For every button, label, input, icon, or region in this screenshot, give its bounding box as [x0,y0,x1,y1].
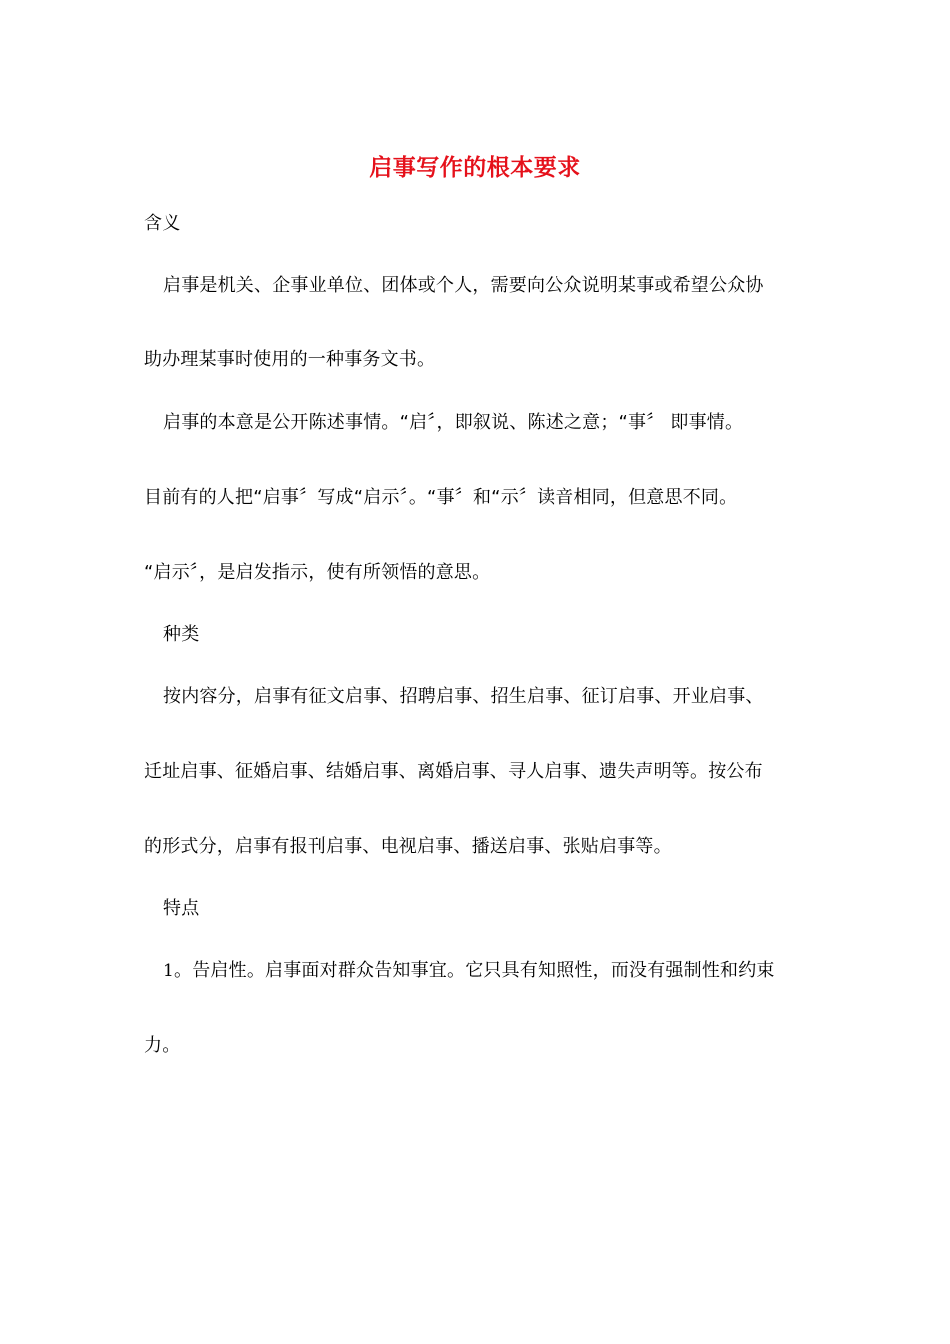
document-title: 启事写作的根本要求 [369,154,581,181]
section-heading-meaning: 含义 [144,213,181,234]
section-heading-features: 特点 [163,898,200,919]
list-item-1-line-2: 力。 [144,1035,181,1056]
paragraph-2-line-3: “启示〞，是启发指示，使有所领悟的意思。 [144,562,491,583]
paragraph-1-line-2: 助办理某事时使用的一种事务文书。 [144,349,436,370]
list-item-1-line-1 [163,958,775,984]
list-item-1-text: 。告启性。启事面对群众告知事宜。它只具有知照性，而没有强制性和约束 [174,960,775,981]
paragraph-1-line-1: 启事是机关、企事业单位、团体或个人，需要向公众说明某事或希望公众协 [163,275,764,296]
section-heading-types: 种类 [163,624,200,645]
paragraph-3-line-2: 迁址启事、征婚启事、结婚启事、离婚启事、寻人启事、遗失声明等。按公布 [144,761,763,782]
paragraph-3-line-3: 的形式分，启事有报刊启事、电视启事、播送启事、张贴启事等。 [144,836,672,857]
paragraph-2-line-2: 目前有的人把“启事〞写成“启示〞。“事〞和“示〞读音相同，但意思不同。 [144,487,738,508]
paragraph-3-line-1: 按内容分，启事有征文启事、招聘启事、招生启事、征订启事、开业启事、 [163,686,764,707]
list-item-1-number: 1 [163,961,175,981]
paragraph-2-line-1: 启事的本意是公开陈述事情。“启〞，即叙说、陈述之意；“事〞 即事情。 [163,412,744,433]
